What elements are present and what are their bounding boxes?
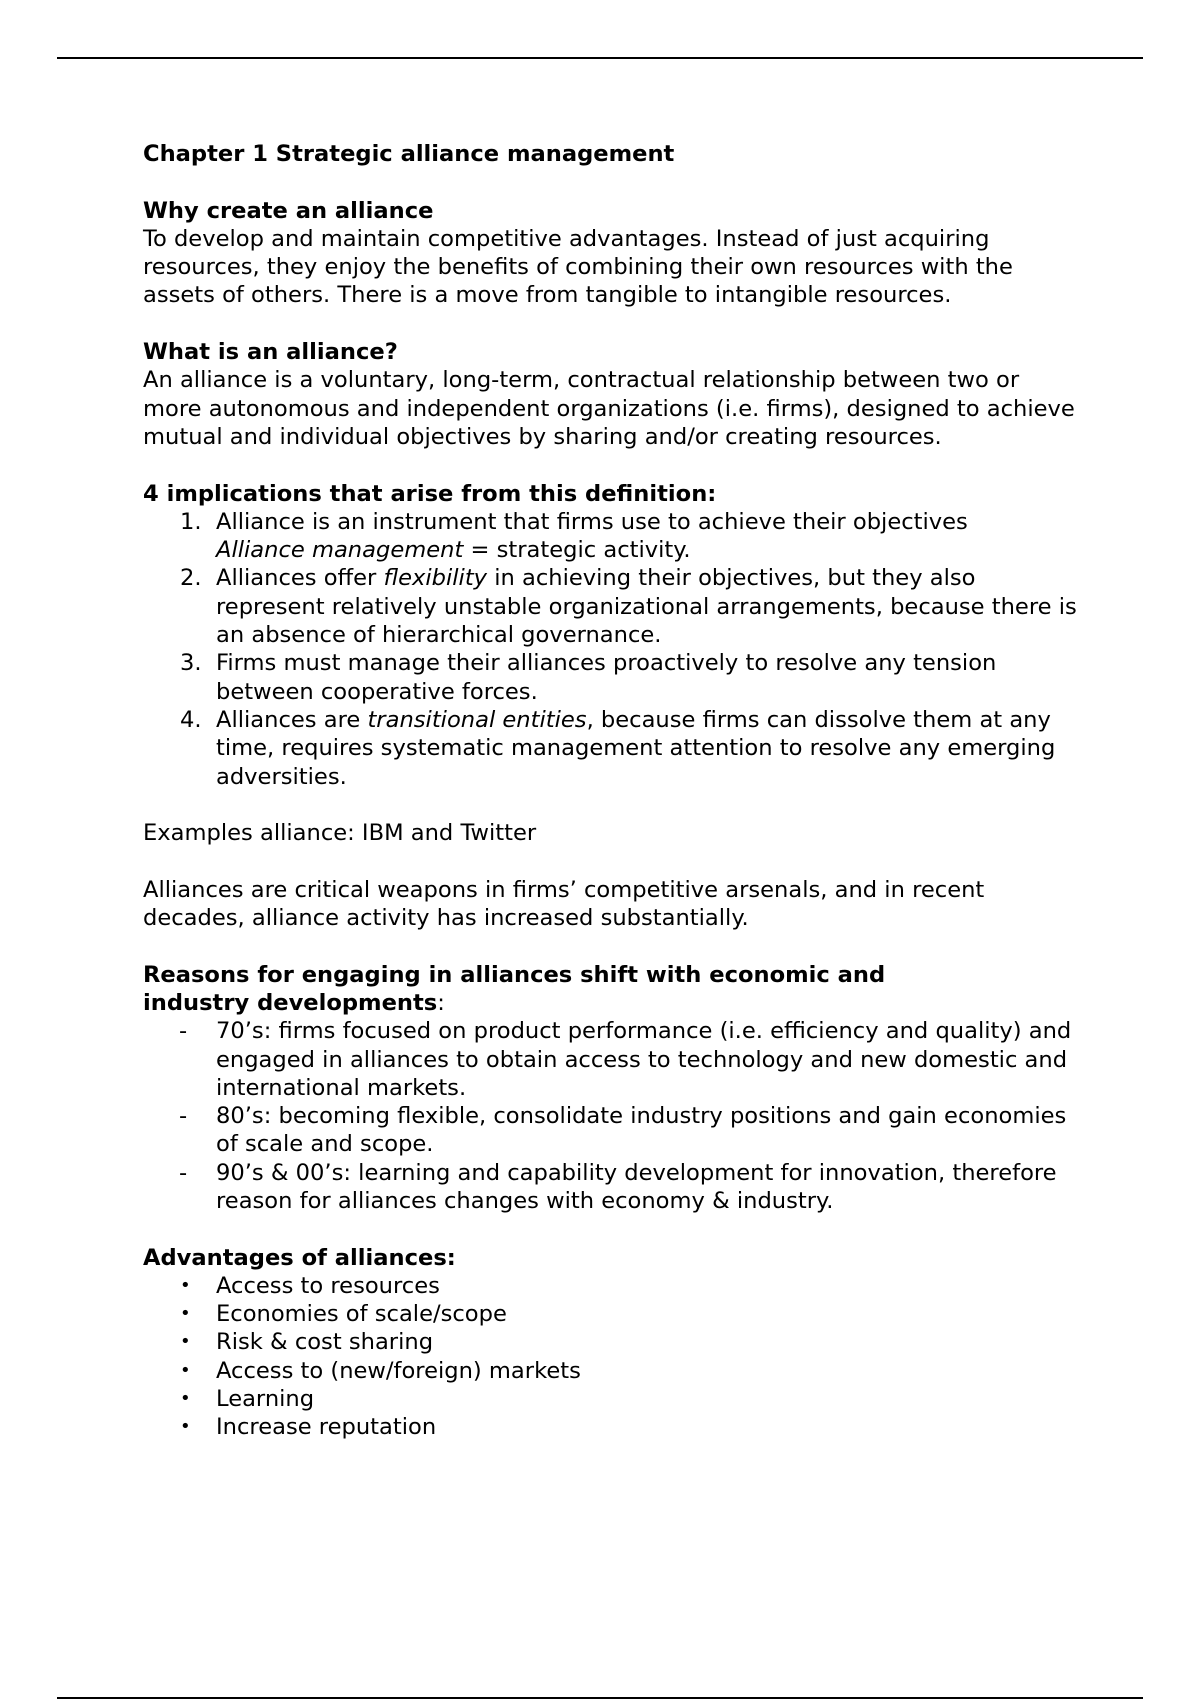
list-item: • Increase reputation <box>180 1414 437 1441</box>
list-item: • Economies of scale/scope <box>180 1301 507 1328</box>
list-item: 2. Alliances offer flexibility in achieving their objectives, but they also represent relatively unstable organizational arrangements, because there is an absence of hierarchical governance. <box>180 565 1077 649</box>
dash-marker: - <box>179 1159 188 1186</box>
what-body: An alliance is a voluntary, long-term, contractual relationship between two or more autonomous and independent organizations (i.e. firms), designed to achieve mutual and individual objectives by sharing and/or creating resources. <box>143 367 1075 450</box>
examples-line: Examples alliance: IBM and Twitter <box>143 820 537 847</box>
bullet-icon: • <box>180 1274 191 1296</box>
list-item: 3. Firms must manage their alliances proactively to resolve any tension between cooperative forces. <box>180 650 997 705</box>
list-item: • Access to resources <box>180 1272 440 1299</box>
dash-marker: - <box>179 1018 188 1045</box>
list-item: - 70’s: firms focused on product performance (i.e. efficiency and quality) and engaged in alliances to obtain access to technology and new domestic and international markets. <box>179 1018 1072 1101</box>
list-item: - 80’s: becoming flexible, consolidate industry positions and gain economies of scale and scope. <box>179 1103 1067 1158</box>
list-item: • Learning <box>180 1386 315 1413</box>
list-item: 1. Alliance is an instrument that firms use to achieve their objectives Alliance management = strategic activity. <box>180 508 968 564</box>
advantages-heading: Advantages of alliances: <box>143 1244 456 1271</box>
footer-rule <box>57 1697 1143 1699</box>
list-item: • Risk & cost sharing <box>180 1329 434 1356</box>
what-heading: What is an alliance? <box>143 339 398 366</box>
bullet-icon: • <box>180 1388 191 1410</box>
critical-paragraph: Alliances are critical weapons in firms’ competitive arsenals, and in recent decades, alliance activity has increased substantially. <box>143 876 985 932</box>
bullet-icon: • <box>180 1303 191 1325</box>
list-item: 4. Alliances are transitional entities, because firms can dissolve them at any time, requires systematic management attention to resolve any emerging adversities. <box>180 706 1056 790</box>
list-number: 3. <box>180 650 202 677</box>
dash-marker: - <box>179 1103 188 1130</box>
bullet-icon: • <box>180 1331 191 1353</box>
document-body <box>143 140 1083 1442</box>
why-heading: Why create an alliance <box>143 197 434 224</box>
list-item: - 90’s & 00’s: learning and capability development for innovation, therefore reason for alliances changes with economy & industry. <box>179 1159 1057 1214</box>
advantages-list <box>143 1272 1083 1442</box>
reasons-list <box>143 1017 1083 1215</box>
list-number: 4. <box>180 706 202 733</box>
list-number: 1. <box>180 508 202 535</box>
list-item: • Access to (new/foreign) markets <box>180 1357 581 1384</box>
list-number: 2. <box>180 565 202 592</box>
reasons-heading: Reasons for engaging in alliances shift with economic and industry developments: <box>143 961 886 1016</box>
why-body: To develop and maintain competitive advantages. Instead of just acquiring resources, they enjoy the benefits of combining their own resources with the assets of others. There is a move from tangible to intangible resources. <box>143 225 1013 309</box>
implications-list <box>143 508 1083 791</box>
header-rule <box>57 57 1143 59</box>
bullet-icon: • <box>180 1416 191 1438</box>
implications-heading: 4 implications that arise from this definition: <box>143 480 717 507</box>
chapter-title: Chapter 1 Strategic alliance management <box>143 141 675 167</box>
bullet-icon: • <box>180 1359 191 1381</box>
